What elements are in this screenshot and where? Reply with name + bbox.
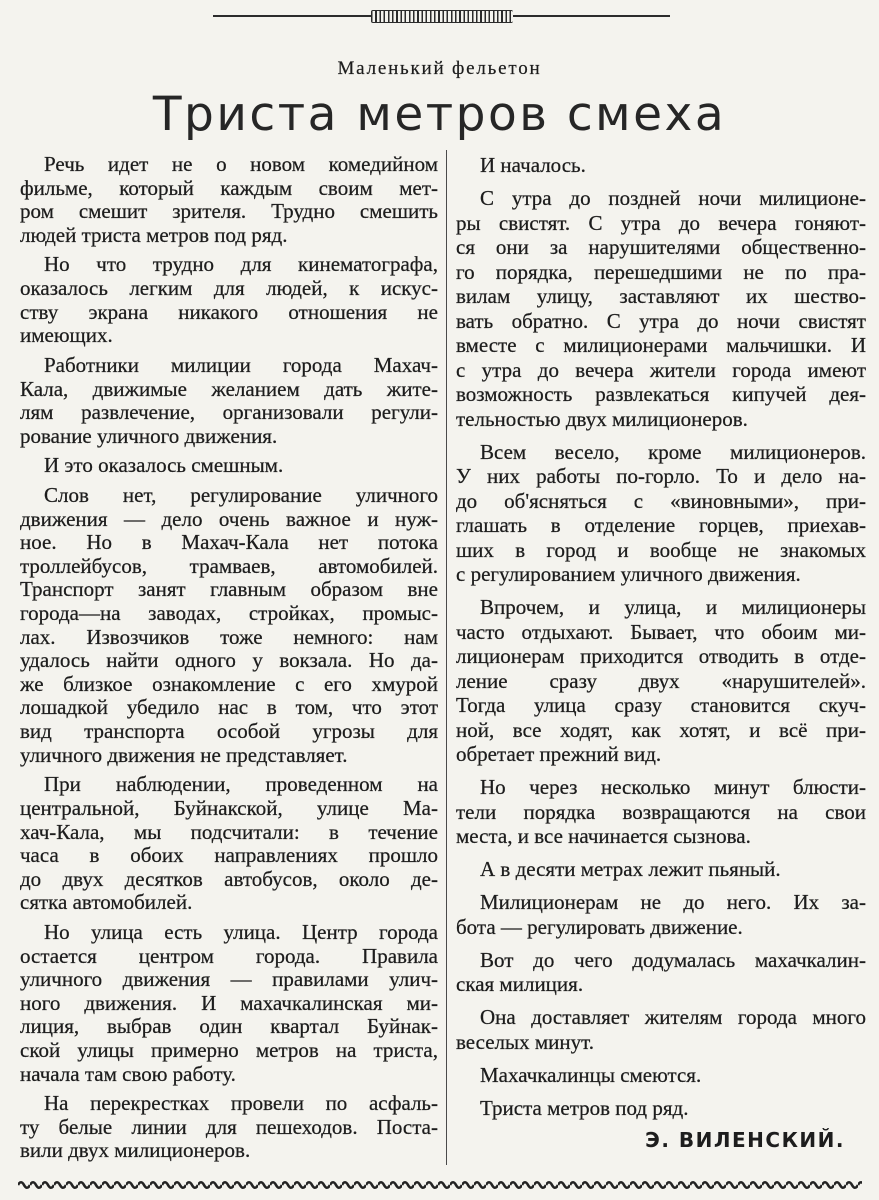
text-line: Она доставляет жителям города много: [480, 1005, 866, 1029]
text-line: до двух десятков автобусов, около де-: [20, 867, 438, 891]
rubric-label: Маленький фельетон: [337, 58, 542, 79]
text-line: остается центром города. Правила: [20, 944, 438, 968]
header-rule-left: [213, 15, 371, 17]
paragraph: [456, 857, 866, 882]
text-line: сятка автомобилей.: [20, 891, 193, 915]
text-line: Кала, движимые желанием дать жите-: [20, 377, 438, 401]
paragraph: [20, 354, 438, 448]
text-line: Триста метров под ряд.: [480, 1095, 689, 1120]
text-line: троллейбусов, трамваев, автомобилей.: [20, 554, 438, 578]
text-line: тельностью двух милиционеров.: [456, 406, 748, 431]
text-line: ших в город и вообще не знакомых: [456, 537, 866, 562]
text-line: При наблюдении, проведенном на: [44, 773, 438, 797]
text-line: Всем весело, кроме милиционеров.: [480, 439, 866, 464]
text-line: ству экрана никакого отношения не: [20, 300, 438, 324]
text-line: Вот до чего додумалась махачкалин-: [480, 947, 866, 972]
text-line: У них работы по-горло. То и дело на-: [456, 464, 866, 488]
text-line: Но через несколько минут блюсти-: [480, 775, 866, 799]
paragraph: [456, 1005, 866, 1054]
header-ornament-hatch: [371, 10, 513, 23]
text-line: ской улицы примерно метров на триста,: [20, 1038, 438, 1062]
paragraph: [456, 775, 866, 849]
text-line: фильме, который каждым своим мет-: [20, 176, 438, 200]
text-line: хач-Кала, мы подсчитали: в течение: [20, 820, 438, 844]
bottom-wave-border: [18, 1178, 862, 1192]
text-line: часто отдыхают. Бывает, что обоим ми-: [456, 619, 866, 644]
text-line: На перекрестках провели по асфаль-: [44, 1092, 438, 1116]
text-line: рование уличного движения.: [20, 424, 278, 448]
paragraph: [20, 153, 438, 247]
paragraph: [20, 1092, 438, 1163]
text-line: с регулированием уличного движения.: [456, 562, 801, 586]
text-line: места, и все начинается сызнова.: [456, 824, 751, 848]
text-line: города—на заводах, стройках, промыс-: [20, 602, 438, 626]
paragraph: [20, 773, 438, 915]
text-line: Речь идет не о новом комедийном: [44, 153, 438, 176]
text-line: обретает прежний вид.: [456, 742, 662, 766]
text-line: бота — регулировать движение.: [456, 914, 743, 939]
text-line: уличного движения не представляет.: [20, 743, 348, 767]
text-line: же близкое ознакомление с его хмурой: [20, 672, 438, 696]
header-rule-right: [513, 15, 671, 17]
text-line: Транспорт занят главным образом вне: [20, 578, 438, 602]
text-line: ся они за нарушителями общественно-: [456, 235, 866, 259]
text-line: лиционерам приходится отводить в отде-: [456, 644, 866, 668]
text-line: ного движения. И махачкалинская ми-: [20, 991, 438, 1015]
text-line: лиция, выбрав один квартал Буйнак-: [20, 1015, 438, 1039]
text-line: тели порядка возвращаются на свои: [456, 799, 866, 824]
paragraph: [456, 948, 866, 997]
text-line: Но что трудно для кинематографа,: [44, 253, 438, 277]
text-line: веселых минут.: [456, 1029, 594, 1054]
text-line: ту белые линии для пешеходов. Поста-: [20, 1115, 438, 1139]
text-line: ская милиция.: [456, 972, 584, 996]
text-line: И это оказалось смешным.: [44, 454, 284, 478]
text-line: ное. Но в Махач-Кала нет потока: [20, 531, 438, 555]
paragraph: [456, 595, 866, 767]
paragraph: [20, 253, 438, 347]
text-line: людей триста метров под ряд.: [20, 223, 288, 247]
text-line: ром смешит зрителя. Трудно смешить: [20, 200, 438, 224]
text-line: до об'ясняться с «виновными», при-: [456, 488, 866, 513]
text-line: А в десяти метрах лежит пьяный.: [480, 857, 781, 881]
text-line: возможность развлекаться кипучей дея-: [456, 382, 866, 406]
text-line: ление сразу двух «нарушителей».: [456, 668, 866, 693]
paragraph: [456, 153, 866, 178]
article-title: Триста метров смеха: [152, 87, 727, 142]
text-line: часа в обоих направлениях прошло: [20, 844, 438, 868]
column-divider: [446, 150, 447, 1165]
paragraph: [456, 440, 866, 587]
text-line: вид транспорта особой угрозы для: [20, 720, 438, 744]
paragraph: [456, 1096, 866, 1121]
text-line: вать обратно. С утра до ночи свистят: [456, 308, 866, 333]
text-line: лошадкой убедило нас в том, что этот: [20, 696, 438, 720]
text-line: центральной, Буйнакской, улице Ма-: [20, 796, 438, 820]
header-ornament: [213, 9, 670, 23]
text-line: С утра до поздней ночи милиционе-: [480, 186, 866, 210]
text-line: имеющих.: [20, 324, 113, 348]
text-line: ры свистят. С утра до вечера гоняют-: [456, 210, 866, 235]
article-column-left: [20, 153, 438, 1163]
text-line: лям развлечение, организовали регули-: [20, 401, 438, 425]
text-line: оказалось легким для людей, к искус-: [20, 277, 438, 301]
paragraph: [20, 921, 438, 1086]
text-line: вместе с милиционерами мальчишки. И: [456, 333, 866, 357]
text-line: движения — дело очень важное и нуж-: [20, 507, 438, 531]
text-line: ной, все ходят, как хотят, и всё при-: [456, 717, 866, 742]
text-line: Махачкалинцы смеются.: [480, 1062, 702, 1087]
text-line: глашать в отделение горцев, приехав-: [456, 513, 866, 537]
text-line: удалось найти одного у вокзала. Но да-: [20, 649, 438, 673]
author-signature: Э. ВИЛЕНСКИЙ.: [645, 1128, 845, 1152]
text-line: лах. Извозчиков тоже немного: нам: [20, 625, 438, 649]
paragraph: [20, 454, 438, 478]
text-line: Милиционерам не до него. Их за-: [480, 890, 866, 914]
text-line: Слов нет, регулирование уличного: [44, 484, 438, 508]
text-line: го порядка, перешедшими не по пра-: [456, 259, 866, 284]
paragraph: [456, 186, 866, 431]
paragraph: [456, 890, 866, 939]
text-line: Работники милиции города Махач-: [44, 353, 438, 377]
text-line: начала там свою работу.: [20, 1062, 236, 1086]
text-line: Но улица есть улица. Центр города: [44, 920, 438, 944]
text-line: Впрочем, и улица, и милиционеры: [480, 595, 866, 619]
article-column-right: [456, 153, 866, 1120]
text-line: вилам улицу, заставляют их шество-: [456, 284, 866, 308]
text-line: И началось.: [480, 153, 586, 177]
text-line: вили двух милиционеров.: [20, 1139, 251, 1163]
text-line: Тогда улица сразу становится скуч-: [456, 693, 866, 717]
paragraph: [20, 484, 438, 767]
text-line: уличного движения — правилами улич-: [20, 968, 438, 992]
text-line: с утра до вечера жители города имеют: [456, 357, 866, 382]
paragraph: [456, 1063, 866, 1088]
